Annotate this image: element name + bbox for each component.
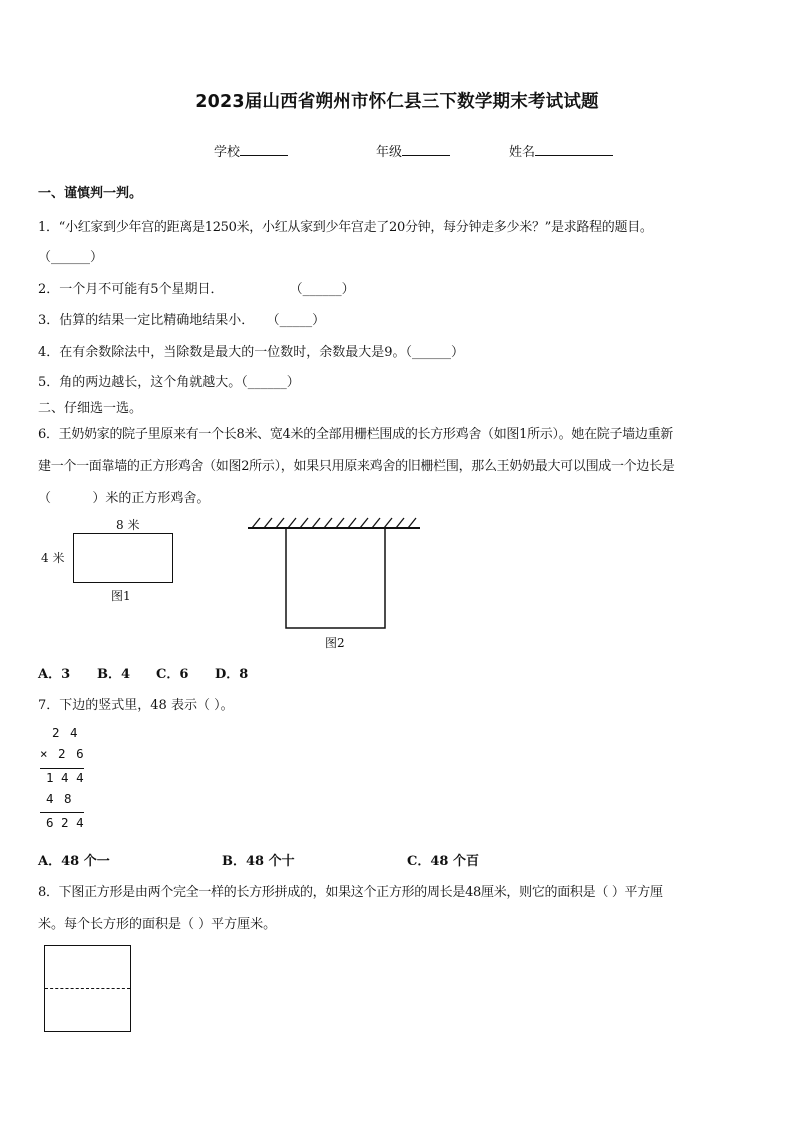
fig2-caption: 图2 (325, 636, 345, 650)
q7-option-b[interactable]: B．48 个十 (222, 854, 295, 869)
question-2-text: 2．一个月不可能有5个星期日． （______） (38, 282, 355, 297)
grade-label: 年级 (376, 145, 403, 160)
question-4-text: 4．在有余数除法中，当除数是最大的一位数时，余数最大是9。（______） (38, 345, 465, 360)
calc-row-4: 4 8 (46, 791, 74, 806)
question-5-text: 5．角的两边越长，这个角就越大。（______） (38, 375, 300, 390)
fig1-rectangle (73, 533, 173, 583)
q8-square-figure (44, 945, 131, 1032)
calc-row-1: 2 4 (52, 725, 80, 740)
q7-option-c[interactable]: C．48 个百 (407, 854, 479, 869)
section2-heading: 二、仔细选一选。 (38, 401, 143, 416)
question-6-text-line3: （ ）米的正方形鸡舍。 (38, 491, 210, 506)
grade-blank[interactable] (402, 143, 450, 156)
question-7-text: 7．下边的竖式里，48 表示（ ）。 (38, 698, 234, 713)
school-field (214, 141, 288, 160)
q6-option-d[interactable]: D．8 (215, 667, 249, 682)
q6-option-c[interactable]: C．6 (156, 667, 189, 682)
q6-option-b[interactable]: B．4 (97, 667, 131, 682)
fig1-length-label: 8 米 (116, 518, 140, 532)
section1-heading: 一、谨慎判一判。 (38, 186, 143, 201)
question-8-text-line1: 8．下图正方形是由两个完全一样的长方形拼成的，如果这个正方形的周长是48厘米，则它的面积是（ ）平方厘 (38, 885, 663, 900)
calc-rule-1 (40, 768, 84, 769)
question-1-text: 1．“小红家到少年宫的距离是1250米，小红从家到少年宫走了20分钟，每分钟走多少米？”是求路程的题目。 (38, 220, 653, 235)
fig1-caption: 图1 (111, 589, 131, 603)
calc-row-3: 1 4 4 (46, 770, 84, 785)
fig2-square-fence (286, 528, 385, 628)
question-6-text-line1: 6．王奶奶家的院子里原来有一个长8米、宽4米的全部用栅栏围成的长方形鸡舍（如图1所示）。她在院子墙边重新 (38, 427, 673, 442)
question-8-text-line2: 米。每个长方形的面积是（ ）平方厘米。 (38, 917, 277, 932)
name-field (509, 141, 613, 160)
q8-dashed-divider (45, 988, 130, 989)
page-title: 2023届山西省朔州市怀仁县三下数学期末考试试题 (195, 92, 599, 112)
name-blank[interactable] (535, 143, 613, 156)
calc-row-5: 6 2 4 (46, 815, 84, 830)
fig2-wall-figure (246, 516, 422, 632)
school-label: 学校 (214, 145, 241, 160)
calc-rule-2 (40, 812, 84, 813)
question-3-text: 3．估算的结果一定比精确地结果小． （_____） (38, 313, 326, 328)
question-6-text-line2: 建一个一面靠墙的正方形鸡舍（如图2所示），如果只用原来鸡舍的旧栅栏围，那么王奶奶最大可以围成一个边长是 (38, 459, 675, 474)
q6-option-a[interactable]: A．3 (38, 667, 71, 682)
q7-option-a[interactable]: A．48 个一 (38, 854, 110, 869)
question-1-answer-blank[interactable]: （______） (38, 250, 104, 265)
name-label: 姓名 (509, 145, 536, 160)
fig2-wall-hatching (252, 518, 416, 528)
fig1-width-label: 4 米 (41, 551, 65, 565)
grade-field (376, 141, 450, 160)
calc-row-2: × 2 6 (40, 746, 86, 761)
school-blank[interactable] (240, 143, 288, 156)
